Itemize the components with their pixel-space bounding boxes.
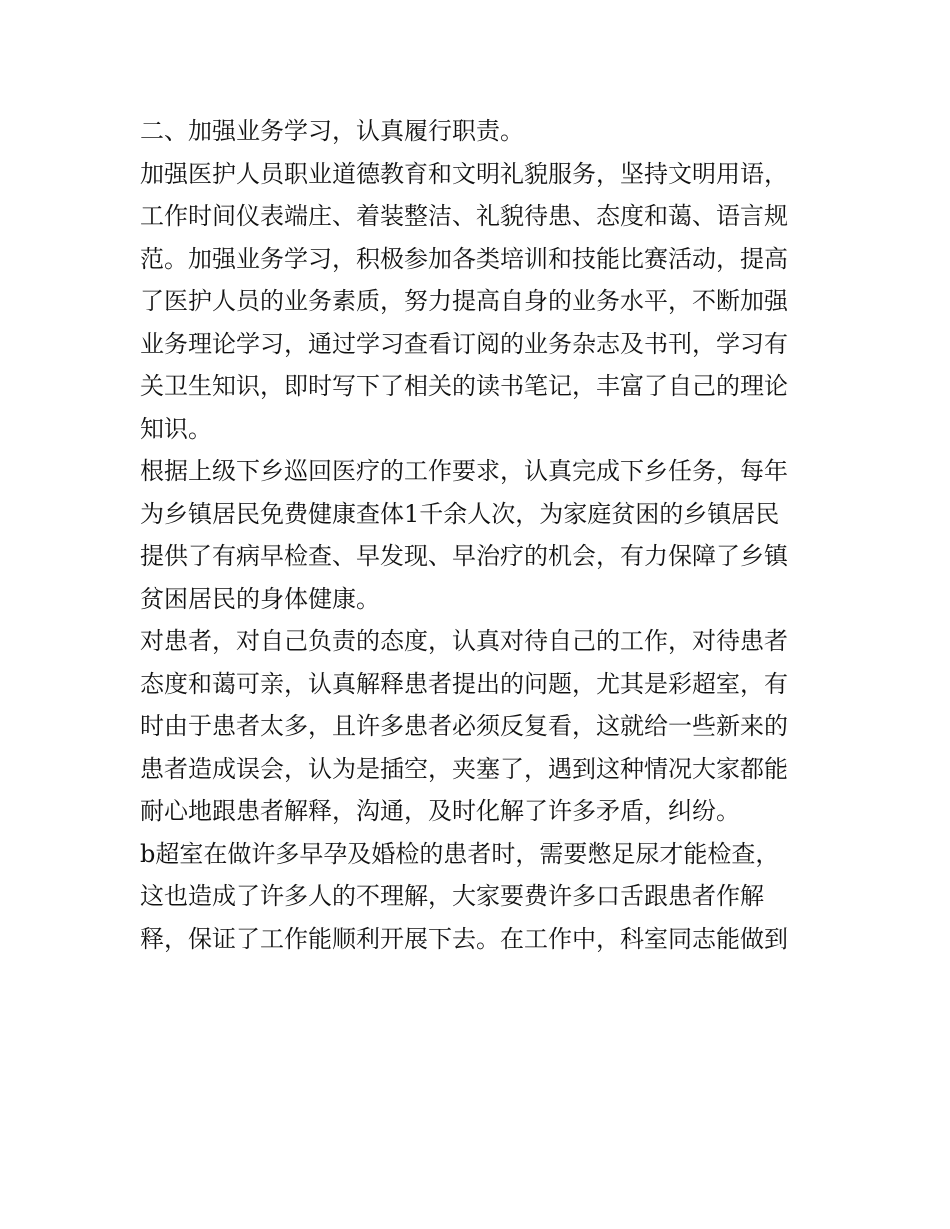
- text-line: 加强医护人员职业道德教育和文明礼貌服务，坚持文明用语，: [140, 159, 788, 188]
- text-line: 患者造成误会，认为是插空，夹塞了，遇到这种情况大家都能: [140, 754, 788, 783]
- text-line: b超室在做许多早孕及婚检的患者时，需要憋足尿才能检查，: [140, 839, 780, 868]
- document-body: [140, 110, 820, 960]
- text-line: 为乡镇居民免费健康查体1千余人次，为家庭贫困的乡镇居民: [140, 499, 780, 528]
- text-line: 时由于患者太多，且许多患者必须反复看，这就给一些新来的: [140, 712, 788, 740]
- text-line: 知识。: [140, 414, 212, 443]
- text-line: 工作时间仪表端庄、着装整洁、礼貌待患、态度和蔼、语言规: [140, 202, 788, 230]
- text-line: 贫困居民的身体健康。: [140, 584, 380, 613]
- text-line: 耐心地跟患者解释，沟通，及时化解了许多矛盾，纠纷。: [140, 797, 740, 825]
- text-line: 业务理论学习，通过学习查看订阅的业务杂志及书刊，学习有: [140, 329, 788, 358]
- text-line: 释，保证了工作能顺利开展下去。在工作中，科室同志能做到: [140, 924, 788, 953]
- text-line: 提供了有病早检查、早发现、早治疗的机会，有力保障了乡镇: [140, 542, 788, 570]
- section-heading: 二、加强业务学习，认真履行职责。: [140, 117, 524, 145]
- text-line: 了医护人员的业务素质，努力提高自身的业务水平，不断加强: [140, 287, 788, 315]
- text-line: 这也造成了许多人的不理解，大家要费许多口舌跟患者作解: [140, 882, 764, 910]
- text-line: 根据上级下乡巡回医疗的工作要求，认真完成下乡任务，每年: [140, 457, 788, 485]
- text-line: 对患者，对自己负责的态度，认真对待自己的工作，对待患者: [140, 627, 788, 655]
- text-line: 范。加强业务学习，积极参加各类培训和技能比赛活动，提高: [140, 244, 788, 273]
- text-line: 态度和蔼可亲，认真解释患者提出的问题，尤其是彩超室，有: [140, 669, 788, 698]
- text-line: 关卫生知识，即时写下了相关的读书笔记，丰富了自己的理论: [140, 372, 788, 400]
